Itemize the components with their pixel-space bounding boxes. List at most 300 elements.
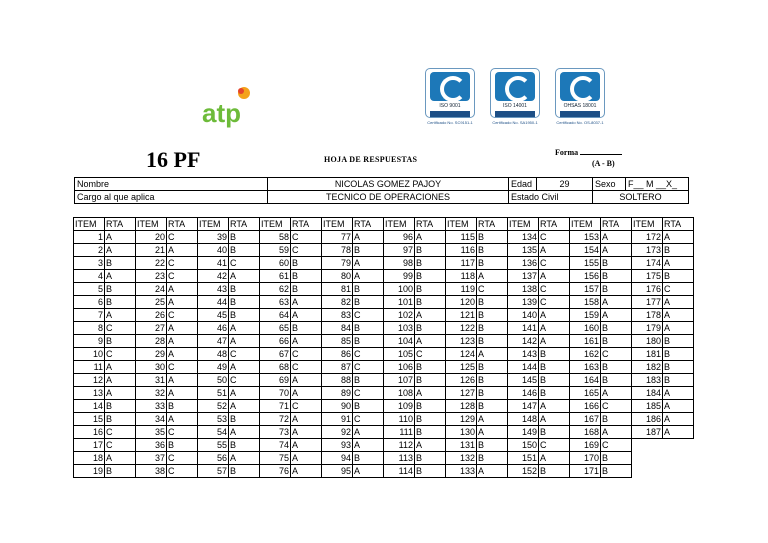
answer-cell: A (601, 244, 632, 257)
item-number: 61 (260, 270, 291, 283)
rta-header: RTA (167, 218, 198, 231)
answer-cell: A (477, 270, 508, 283)
item-number: 164 (570, 374, 601, 387)
edad-label: Edad (509, 178, 537, 191)
item-number: 104 (384, 335, 415, 348)
answer-cell: A (291, 335, 322, 348)
item-header: ITEM (446, 218, 477, 231)
item-number: 185 (632, 400, 663, 413)
item-number: 23 (136, 270, 167, 283)
item-number: 149 (508, 426, 539, 439)
answer-cell: B (105, 400, 136, 413)
item-number: 42 (198, 270, 229, 283)
rta-header: RTA (539, 218, 570, 231)
answer-cell: B (105, 283, 136, 296)
item-number: 135 (508, 244, 539, 257)
item-number: 147 (508, 400, 539, 413)
answer-cell: C (539, 231, 570, 244)
item-number: 56 (198, 452, 229, 465)
item-number: 63 (260, 296, 291, 309)
item-number: 107 (384, 374, 415, 387)
answer-cell: B (663, 374, 694, 387)
answer-cell: C (229, 257, 260, 270)
answer-cell: A (105, 270, 136, 283)
grid-row (74, 270, 694, 283)
answer-cell: B (477, 322, 508, 335)
grid-row (74, 244, 694, 257)
answer-cell: A (167, 296, 198, 309)
item-number: 11 (74, 361, 105, 374)
grid-row (74, 452, 694, 465)
answer-cell: B (539, 465, 570, 478)
item-number: 4 (74, 270, 105, 283)
item-number: 102 (384, 309, 415, 322)
item-number: 161 (570, 335, 601, 348)
item-number: 169 (570, 439, 601, 452)
answer-cell: B (229, 465, 260, 478)
answer-cell: A (291, 296, 322, 309)
answer-cell: A (105, 244, 136, 257)
item-number: 32 (136, 387, 167, 400)
item-number: 129 (446, 413, 477, 426)
item-number: 173 (632, 244, 663, 257)
answer-cell: B (477, 244, 508, 257)
answer-cell: A (415, 387, 446, 400)
item-number: 163 (570, 361, 601, 374)
item-number: 145 (508, 374, 539, 387)
answer-cell: A (477, 426, 508, 439)
item-number: 115 (446, 231, 477, 244)
answer-grid (73, 217, 694, 478)
answer-cell: B (477, 400, 508, 413)
estado-civil-value: SOLTERO (593, 191, 689, 204)
item-number: 26 (136, 309, 167, 322)
answer-cell: B (601, 270, 632, 283)
empty-cell (663, 439, 694, 452)
answer-cell: C (353, 361, 384, 374)
answer-cell: B (601, 452, 632, 465)
answer-cell: A (353, 439, 384, 452)
answer-cell: B (291, 257, 322, 270)
item-number: 123 (446, 335, 477, 348)
grid-row (74, 413, 694, 426)
item-number: 35 (136, 426, 167, 439)
item-number: 108 (384, 387, 415, 400)
item-number: 2 (74, 244, 105, 257)
item-number: 48 (198, 348, 229, 361)
item-number: 83 (322, 309, 353, 322)
item-number: 120 (446, 296, 477, 309)
candidate-info-table (74, 177, 689, 204)
item-number: 148 (508, 413, 539, 426)
item-number: 101 (384, 296, 415, 309)
answer-cell: A (663, 426, 694, 439)
answer-cell: B (229, 309, 260, 322)
item-number: 157 (570, 283, 601, 296)
item-number: 112 (384, 439, 415, 452)
answer-cell: B (353, 400, 384, 413)
icontec-icon (495, 72, 535, 101)
answer-cell: C (229, 374, 260, 387)
grid-row (74, 361, 694, 374)
forma-value: (A - B) (592, 159, 615, 168)
answer-cell: C (229, 348, 260, 361)
item-number: 8 (74, 322, 105, 335)
answer-cell: A (229, 335, 260, 348)
answer-cell: C (291, 400, 322, 413)
item-number: 136 (508, 257, 539, 270)
nombre-label: Nombre (75, 178, 268, 191)
answer-cell: A (539, 270, 570, 283)
item-number: 3 (74, 257, 105, 270)
item-header: ITEM (508, 218, 539, 231)
answer-cell: C (353, 413, 384, 426)
item-number: 65 (260, 322, 291, 335)
answer-cell: A (539, 413, 570, 426)
item-number: 122 (446, 322, 477, 335)
item-number: 14 (74, 400, 105, 413)
item-number: 75 (260, 452, 291, 465)
item-number: 184 (632, 387, 663, 400)
grid-row (74, 231, 694, 244)
item-number: 87 (322, 361, 353, 374)
item-number: 45 (198, 309, 229, 322)
answer-cell: B (663, 335, 694, 348)
item-number: 116 (446, 244, 477, 257)
item-number: 126 (446, 374, 477, 387)
item-number: 59 (260, 244, 291, 257)
item-number: 44 (198, 296, 229, 309)
item-number: 170 (570, 452, 601, 465)
estado-civil-label: Estado Civil (509, 191, 593, 204)
grid-header-row (74, 218, 694, 231)
answer-cell: B (415, 465, 446, 478)
rta-header: RTA (105, 218, 136, 231)
item-number: 58 (260, 231, 291, 244)
answer-cell: A (229, 361, 260, 374)
item-number: 151 (508, 452, 539, 465)
answer-cell: C (353, 387, 384, 400)
answer-cell: B (663, 244, 694, 257)
grid-row (74, 257, 694, 270)
answer-cell: A (353, 257, 384, 270)
answer-cell: A (229, 387, 260, 400)
answer-cell: C (601, 400, 632, 413)
item-number: 72 (260, 413, 291, 426)
icontec-icon (560, 72, 600, 101)
grid-row (74, 283, 694, 296)
answer-cell: B (663, 361, 694, 374)
answer-cell: B (229, 413, 260, 426)
item-number: 21 (136, 244, 167, 257)
item-number: 94 (322, 452, 353, 465)
item-number: 19 (74, 465, 105, 478)
answer-cell: B (601, 322, 632, 335)
item-number: 51 (198, 387, 229, 400)
sexo-label: Sexo (593, 178, 626, 191)
answer-cell: A (291, 387, 322, 400)
answer-cell: B (353, 283, 384, 296)
answer-cell: C (167, 309, 198, 322)
item-number: 117 (446, 257, 477, 270)
item-number: 68 (260, 361, 291, 374)
answer-cell: B (539, 348, 570, 361)
answer-cell: B (539, 361, 570, 374)
item-number: 16 (74, 426, 105, 439)
answer-cell: C (105, 426, 136, 439)
item-number: 183 (632, 374, 663, 387)
item-number: 140 (508, 309, 539, 322)
item-number: 64 (260, 309, 291, 322)
item-number: 131 (446, 439, 477, 452)
item-number: 33 (136, 400, 167, 413)
item-number: 55 (198, 439, 229, 452)
grid-row (74, 322, 694, 335)
grid-row (74, 309, 694, 322)
answer-cell: C (167, 465, 198, 478)
atp-logo (198, 84, 258, 130)
answer-cell: A (229, 452, 260, 465)
answer-cell: B (477, 361, 508, 374)
item-number: 158 (570, 296, 601, 309)
item-number: 156 (570, 270, 601, 283)
answer-cell: A (539, 400, 570, 413)
answer-cell: B (229, 231, 260, 244)
item-number: 29 (136, 348, 167, 361)
answer-cell: C (539, 257, 570, 270)
item-number: 9 (74, 335, 105, 348)
item-number: 132 (446, 452, 477, 465)
item-number: 142 (508, 335, 539, 348)
rta-header: RTA (477, 218, 508, 231)
answer-cell: C (601, 348, 632, 361)
answer-cell: B (105, 257, 136, 270)
answer-cell: A (663, 413, 694, 426)
answer-cell: B (229, 283, 260, 296)
answer-cell: B (105, 335, 136, 348)
answer-cell: B (601, 374, 632, 387)
answer-cell: A (167, 335, 198, 348)
answer-cell: A (291, 374, 322, 387)
item-number: 93 (322, 439, 353, 452)
answer-cell: B (415, 400, 446, 413)
item-number: 52 (198, 400, 229, 413)
item-header: ITEM (260, 218, 291, 231)
answer-cell: A (167, 348, 198, 361)
answer-cell: B (353, 244, 384, 257)
answer-cell: B (477, 387, 508, 400)
item-number: 13 (74, 387, 105, 400)
answer-cell: B (291, 322, 322, 335)
answer-cell: A (229, 270, 260, 283)
answer-cell: C (539, 296, 570, 309)
answer-cell: C (539, 439, 570, 452)
item-number: 46 (198, 322, 229, 335)
answer-cell: B (415, 452, 446, 465)
item-number: 28 (136, 335, 167, 348)
item-number: 12 (74, 374, 105, 387)
item-number: 153 (570, 231, 601, 244)
item-number: 138 (508, 283, 539, 296)
answer-cell: B (477, 309, 508, 322)
grid-row (74, 374, 694, 387)
answer-cell: B (663, 270, 694, 283)
answer-cell: B (601, 465, 632, 478)
item-number: 67 (260, 348, 291, 361)
item-number: 110 (384, 413, 415, 426)
answer-cell: C (291, 348, 322, 361)
answer-cell: A (663, 322, 694, 335)
cert-iso-9001: ISO 9001 Certificado No. SC9151-1 (424, 68, 476, 132)
rta-header: RTA (353, 218, 384, 231)
answer-cell: A (663, 231, 694, 244)
answer-cell: A (229, 400, 260, 413)
answer-cell: B (105, 413, 136, 426)
item-number: 176 (632, 283, 663, 296)
answer-cell: C (167, 257, 198, 270)
answer-cell: A (477, 348, 508, 361)
answer-cell: A (663, 296, 694, 309)
answer-cell: B (477, 374, 508, 387)
item-number: 175 (632, 270, 663, 283)
item-number: 80 (322, 270, 353, 283)
item-number: 50 (198, 374, 229, 387)
nombre-value: NICOLAS GOMEZ PAJOY (268, 178, 509, 191)
item-number: 62 (260, 283, 291, 296)
answer-cell: A (105, 452, 136, 465)
item-number: 69 (260, 374, 291, 387)
answer-cell: A (353, 270, 384, 283)
item-number: 81 (322, 283, 353, 296)
edad-value: 29 (537, 178, 593, 191)
answer-cell: A (105, 231, 136, 244)
item-header: ITEM (198, 218, 229, 231)
item-number: 168 (570, 426, 601, 439)
empty-cell (632, 452, 663, 465)
answer-cell: B (601, 335, 632, 348)
answer-cell: A (167, 387, 198, 400)
grid-row (74, 296, 694, 309)
answer-cell: A (539, 322, 570, 335)
item-number: 155 (570, 257, 601, 270)
item-number: 22 (136, 257, 167, 270)
answer-cell: A (229, 322, 260, 335)
answer-cell: A (105, 361, 136, 374)
item-number: 178 (632, 309, 663, 322)
item-number: 1 (74, 231, 105, 244)
answer-cell: A (167, 413, 198, 426)
answer-cell: A (539, 244, 570, 257)
answer-cell: B (415, 322, 446, 335)
answer-cell: C (291, 231, 322, 244)
answer-cell: C (477, 283, 508, 296)
answer-cell: B (353, 452, 384, 465)
answer-cell: B (229, 244, 260, 257)
item-number: 171 (570, 465, 601, 478)
item-header: ITEM (632, 218, 663, 231)
answer-cell: A (601, 296, 632, 309)
answer-cell: A (539, 309, 570, 322)
item-number: 36 (136, 439, 167, 452)
answer-cell: A (477, 465, 508, 478)
item-number: 40 (198, 244, 229, 257)
answer-cell: C (353, 309, 384, 322)
answer-cell: A (663, 387, 694, 400)
item-header: ITEM (570, 218, 601, 231)
cert-iso-14001: ISO 14001 Certificado No. SA1950-1 (489, 68, 541, 132)
item-number: 128 (446, 400, 477, 413)
answer-cell: A (353, 426, 384, 439)
answer-cell: B (167, 400, 198, 413)
item-number: 54 (198, 426, 229, 439)
empty-cell (663, 452, 694, 465)
item-number: 172 (632, 231, 663, 244)
item-header: ITEM (136, 218, 167, 231)
answer-cell: B (539, 387, 570, 400)
item-number: 95 (322, 465, 353, 478)
sheet-title: HOJA DE RESPUESTAS (324, 155, 418, 164)
answer-cell: C (291, 244, 322, 257)
answer-cell: C (353, 348, 384, 361)
item-number: 70 (260, 387, 291, 400)
item-number: 137 (508, 270, 539, 283)
logo-text: atp (202, 98, 241, 128)
grid-row (74, 465, 694, 478)
answer-cell: C (415, 348, 446, 361)
answer-cell: B (539, 374, 570, 387)
item-number: 78 (322, 244, 353, 257)
item-number: 150 (508, 439, 539, 452)
item-number: 152 (508, 465, 539, 478)
item-number: 37 (136, 452, 167, 465)
answer-cell: B (415, 283, 446, 296)
answer-cell: A (291, 465, 322, 478)
answer-cell: B (291, 283, 322, 296)
answer-cell: B (477, 231, 508, 244)
empty-cell (663, 465, 694, 478)
answer-cell: A (105, 309, 136, 322)
answer-cell: C (105, 322, 136, 335)
answer-cell: B (601, 361, 632, 374)
item-number: 34 (136, 413, 167, 426)
answer-cell: B (353, 322, 384, 335)
rta-header: RTA (415, 218, 446, 231)
answer-cell: A (353, 231, 384, 244)
item-number: 82 (322, 296, 353, 309)
cargo-label: Cargo al que aplica (75, 191, 268, 204)
item-number: 20 (136, 231, 167, 244)
item-number: 159 (570, 309, 601, 322)
answer-cell: A (167, 374, 198, 387)
answer-cell: A (539, 335, 570, 348)
item-number: 121 (446, 309, 477, 322)
item-number: 114 (384, 465, 415, 478)
item-number: 38 (136, 465, 167, 478)
forma-label: Forma (555, 148, 622, 157)
answer-cell: C (663, 283, 694, 296)
item-header: ITEM (384, 218, 415, 231)
answer-cell: A (291, 439, 322, 452)
answer-cell: A (415, 335, 446, 348)
item-number: 73 (260, 426, 291, 439)
item-number: 130 (446, 426, 477, 439)
item-number: 98 (384, 257, 415, 270)
grid-row (74, 387, 694, 400)
answer-cell: C (601, 439, 632, 452)
item-number: 17 (74, 439, 105, 452)
item-number: 105 (384, 348, 415, 361)
item-number: 7 (74, 309, 105, 322)
